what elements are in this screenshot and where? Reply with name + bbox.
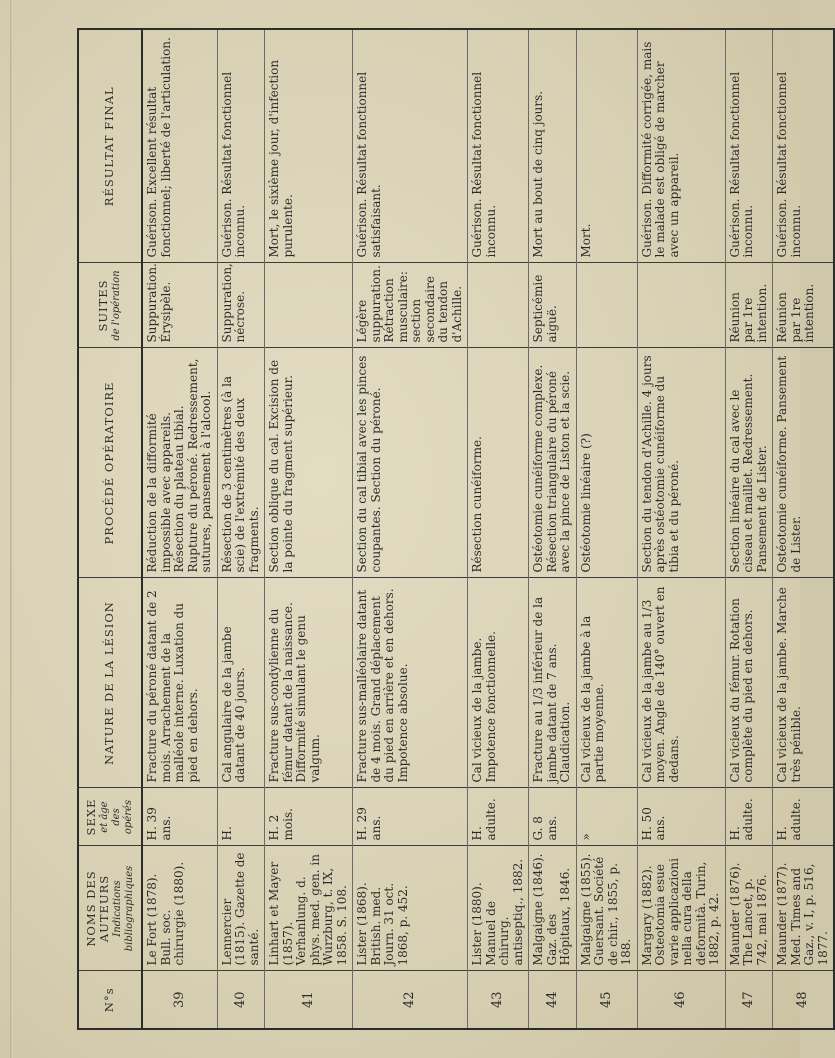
case-procedure: Section oblique du cal. Excision de la pointe du fragment supérieur. <box>265 348 353 578</box>
case-author: Maunder (1876). The Lancet, p. 742, mai 1876. <box>725 846 773 971</box>
case-procedure: Résection de 3 centimètres (à la scie) de l'extrémité des deux fragments. <box>217 348 265 578</box>
table-row <box>217 29 265 1029</box>
case-number: 39 <box>142 971 217 1029</box>
case-lesion: Fracture du péroné datant de 2 mois. Arrachement de la malléole interne. Luxation du pied en dehors. <box>142 578 217 788</box>
table-row <box>142 29 217 1029</box>
case-number: 45 <box>576 971 637 1029</box>
case-number: 48 <box>773 971 835 1029</box>
case-result: Guérison. Résultat fonctionnel satisfaisant. <box>353 29 468 263</box>
case-sex-age: H. 39 ans. <box>142 788 217 846</box>
header-lesion: NATURE DE LA LÉSION <box>78 578 142 788</box>
case-procedure: Ostéotomie cunéiforme complexe. Résection triangulaire du péroné avec la pince de Liston et la scie. <box>529 348 577 578</box>
case-lesion: Cal vicieux du fémur. Rotation complète du pied en dehors. <box>725 578 773 788</box>
case-sex-age: H. <box>217 788 265 846</box>
case-lesion: Cal vicieux de la jambe à la partie moyenne. <box>576 578 637 788</box>
case-result: Guérison. Résultat fonctionnel inconnu. <box>217 29 265 263</box>
case-outcome <box>576 263 637 348</box>
table-row <box>725 29 773 1029</box>
case-author: Lennercier (1815). Gazette de santé. <box>217 846 265 971</box>
case-author: Malgaigne (1846). Gaz. des Hôpitaux, 1846. <box>529 846 577 971</box>
case-sex-age: H. adulte. <box>773 788 835 846</box>
case-procedure: Section du tendon d'Achille. 4 jours après ostéotomie cunéiforme du tibia et du péroné. <box>637 348 725 578</box>
case-procedure: Section linéaire du cal avec le ciseau et maillet. Redressement. Pansement de Lister. <box>725 348 773 578</box>
case-author: Lister (1880). Manuel de chirurg. antiseptiq., 1882. <box>468 846 529 971</box>
case-result: Mort au bout de cinq jours. <box>529 29 577 263</box>
case-sex-age: H. 50 ans. <box>637 788 725 846</box>
case-number: 46 <box>637 971 725 1029</box>
case-author: Maunder (1877). Med. Times and Gaz., v. I, p. 516, 1877. <box>773 846 835 971</box>
case-outcome <box>468 263 529 348</box>
header-suites-title: SUITES <box>96 279 111 332</box>
case-author: Malgaigne (1855). Guersant. Société de chir., 1855, p. 188. <box>576 846 637 971</box>
case-lesion: Fracture au 1/3 inférieur de la jambe datant de 7 ans. Claudication. <box>529 578 577 788</box>
case-outcome: Légère suppuration. Rétraction musculaire: section secondaire du tendon d'Achille. <box>353 263 468 348</box>
case-sex-age: H. adulte. <box>725 788 773 846</box>
case-result: Guérison. Résultat fonctionnel inconnu. <box>468 29 529 263</box>
case-result: Guérison. Difformité corrigée, mais le malade est obligé de marcher avec un appareil. <box>637 29 725 263</box>
case-author: Le Fort (1878). Bull. soc. chirurgie (1880). <box>142 846 217 971</box>
surgical-cases-table <box>77 28 835 1030</box>
case-lesion: Cal vicieux de la jambe. Marche très pénible. <box>773 578 835 788</box>
case-number: 44 <box>529 971 577 1029</box>
case-sex-age: H. 29 ans. <box>353 788 468 846</box>
case-number: 42 <box>353 971 468 1029</box>
case-result: Mort. <box>576 29 637 263</box>
case-number: 41 <box>265 971 353 1029</box>
header-suites <box>78 263 142 348</box>
case-lesion: Cal vicieux de la jambe au 1/3 moyen. Angle de 140° ouvert en dedans. <box>637 578 725 788</box>
header-procede: PROCÉDÉ OPÉRATOIRE <box>78 348 142 578</box>
header-auteurs <box>78 846 142 971</box>
table-row <box>773 29 835 1029</box>
case-lesion: Cal vicieux de la jambe. Impotence fonctionnelle. <box>468 578 529 788</box>
header-sexe-title: SEXE <box>84 798 99 836</box>
page-fold-shadow <box>10 0 13 1058</box>
case-outcome: Réunion par 1re intention. <box>773 263 835 348</box>
header-auteurs-sub: Indications bibliographiques <box>111 865 135 952</box>
case-lesion: Cal angulaire de la jambe datant de 40 jours. <box>217 578 265 788</box>
header-sexe-sub: et âge des opérés <box>98 799 134 835</box>
case-procedure: Ostéotomie cunéiforme. Pansement de Lister. <box>773 348 835 578</box>
table-row <box>637 29 725 1029</box>
case-author: Linhart et Mayer (1857). Verhanlung. d. phys. med. gen. in Wurzburg, t. IX, 1858. S. 108. <box>265 846 353 971</box>
header-num: N°s <box>78 971 142 1029</box>
case-sex-age: G. 8 ans. <box>529 788 577 846</box>
header-suites-sub: de l'opération <box>110 270 122 341</box>
case-lesion: Fracture sus-condylienne du fémur datant de la naissance. Difformité simulant le genu valgum. <box>265 578 353 788</box>
case-number: 47 <box>725 971 773 1029</box>
table-row <box>576 29 637 1029</box>
table-row <box>265 29 353 1029</box>
case-number: 43 <box>468 971 529 1029</box>
header-resultat: RÉSULTAT FINAL <box>78 29 142 263</box>
table-row <box>529 29 577 1029</box>
case-result: Mort, le sixième jour, d'infection purulente. <box>265 29 353 263</box>
case-sex-age: » <box>576 788 637 846</box>
case-lesion: Fracture sus-malléolaire datant de 4 mois. Grand déplacement du pied en arrière et en dehors. Impotence absolue. <box>353 578 468 788</box>
case-author: Lister (1868). British. med. Journ. 31 oct. 1868, p. 452. <box>353 846 468 971</box>
header-sexe <box>78 788 142 846</box>
case-sex-age: H. 2 mois. <box>265 788 353 846</box>
case-procedure: Section du cal tibial avec les pinces coupantes. Section du péroné. <box>353 348 468 578</box>
case-outcome: Suppuration. Érysipèle. <box>142 263 217 348</box>
case-number: 40 <box>217 971 265 1029</box>
case-author: Margary (1882). Osteotomia esue varie applicazioni nella cura della deformità. Turin, 1882, p. 42. <box>637 846 725 971</box>
header-auteurs-title: NOMS DES AUTEURS <box>83 870 111 947</box>
table-row <box>468 29 529 1029</box>
case-result: Guérison. Résultat fonctionnel inconnu. <box>725 29 773 263</box>
case-outcome <box>637 263 725 348</box>
case-outcome <box>265 263 353 348</box>
case-procedure: Réduction de la difformité impossible avec appareils. Résection du plateau tibial. Rupture du péroné. Redressement, sutures, pansement à l'alcool. <box>142 348 217 578</box>
table-row <box>353 29 468 1029</box>
case-outcome: Réunion par 1re intention. <box>725 263 773 348</box>
case-outcome: Septicémie aiguë. <box>529 263 577 348</box>
case-result: Guérison. Excellent résultat fonctionnel; liberté de l'articulation. <box>142 29 217 263</box>
case-sex-age: H. adulte. <box>468 788 529 846</box>
case-procedure: Ostéotomie linéaire (?) <box>576 348 637 578</box>
rotated-table-container <box>77 30 830 1030</box>
case-result: Guérison. Résultat fonctionnel inconnu. <box>773 29 835 263</box>
case-outcome: Suppuration, nécrose. <box>217 263 265 348</box>
table-header-row <box>78 29 142 1029</box>
case-procedure: Résection cunéiforme. <box>468 348 529 578</box>
